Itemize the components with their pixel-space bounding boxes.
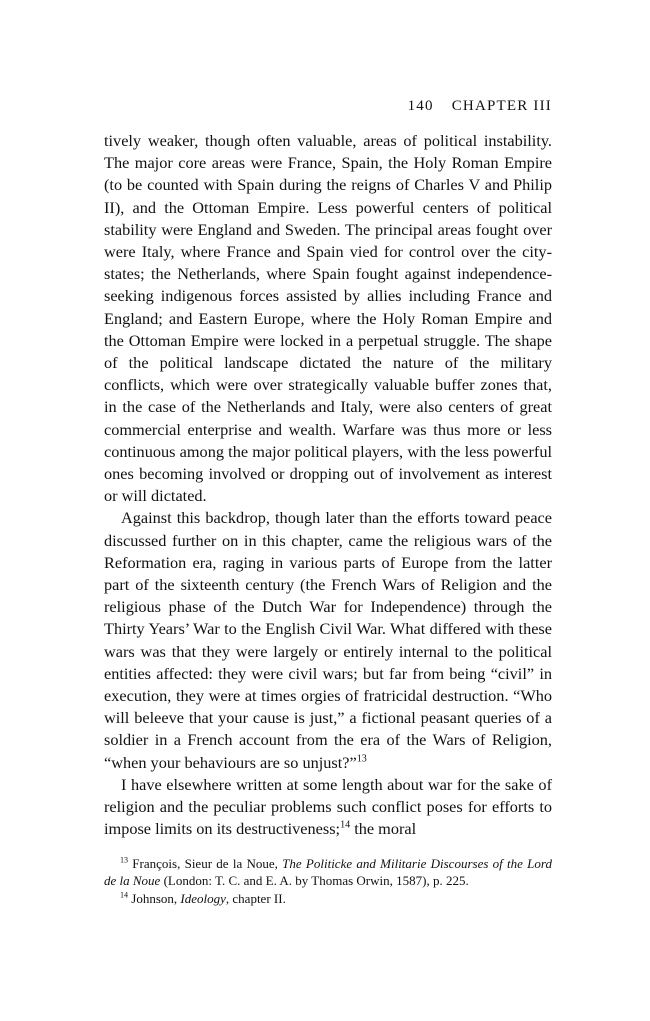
footnotes: [104, 855, 552, 908]
page-number: 140: [407, 98, 434, 114]
footnote-13-title: The Politicke and Militarie Discourses of the Lord de la Noue: [104, 855, 552, 888]
footnote-13-text-a: François, Sieur de la Noue,: [128, 855, 283, 871]
footnote-13-text-b: (London: T. C. and E. A. by Thomas Orwin, 1587), p. 225.: [160, 873, 469, 888]
footnote-14-text-a: Johnson,: [128, 890, 181, 906]
book-page: [104, 96, 552, 907]
running-head: [104, 96, 552, 130]
paragraph-2-text: Against this backdrop, though later than the efforts toward peace discussed further on in this chapter, came the religious wars of the Reformation era, raging in various parts of Europe from the latter part of the sixteenth century (the French Wars of Religion and the religious phase of the Dutch War for Independence) through the Thirty Years’ War to the English Civil War. What differed with these wars was that they were largely or entirely internal to the political entities affected: they were civil wars; but far from being “civil” in execution, they were at times orgies of fratricidal destruction. “Who will beleeve that your cause is just,” a fictional peasant queries of a soldier in a French account from the era of the Wars of Religion, “when your behaviours are so unjust?”: [104, 508, 552, 772]
footnote-marker-13: 13: [120, 855, 129, 865]
footnote-14-text-b: , chapter II.: [225, 890, 286, 906]
footnote-14-title: Ideology: [180, 890, 226, 906]
chapter-label: CHAPTER III: [451, 98, 552, 114]
paragraph-1: tively weaker, though often valuable, areas of political instability. The major core areas were France, Spain, the Holy Roman Empire (to be counted with Spain during the reigns of Charles V and Philip II), and the Ottoman Empire. Less powerful centers of political stability were England and Sweden. The principal areas fought over were Italy, where France and Spain vied for control over the city-states; the Netherlands, where Spain fought against independence-seeking indigenous forces assisted by allies including France and England; and Eastern Europe, where the Holy Roman Empire and the Ottoman Empire were locked in a perpetual struggle. The shape of the political landscape dictated the nature of the military conflicts, which were over strategically valuable buffer zones that, in the case of the Netherlands and Italy, were also centers of great commercial enterprise and wealth. Warfare was thus more or less continuous among the major political players, with the less powerful ones becoming involved or dropping out of involvement as interest or will dictated.: [104, 131, 552, 506]
paragraph-3-text-b: the moral: [350, 819, 417, 839]
footnote-14: [104, 890, 552, 908]
paragraph-2: [104, 507, 552, 773]
paragraph-3-text-a: I have elsewhere written at some length about war for the sake of religion and the peculiar problems such conflict poses for efforts to impose limits on its destructiveness;: [104, 774, 552, 839]
body-text: [104, 130, 552, 841]
paragraph-3: [104, 774, 552, 841]
footnote-marker-14: 14: [120, 890, 129, 900]
note-reference-14[interactable]: 14: [340, 819, 351, 831]
note-reference-13[interactable]: 13: [356, 753, 367, 765]
footnote-13: [104, 855, 552, 890]
